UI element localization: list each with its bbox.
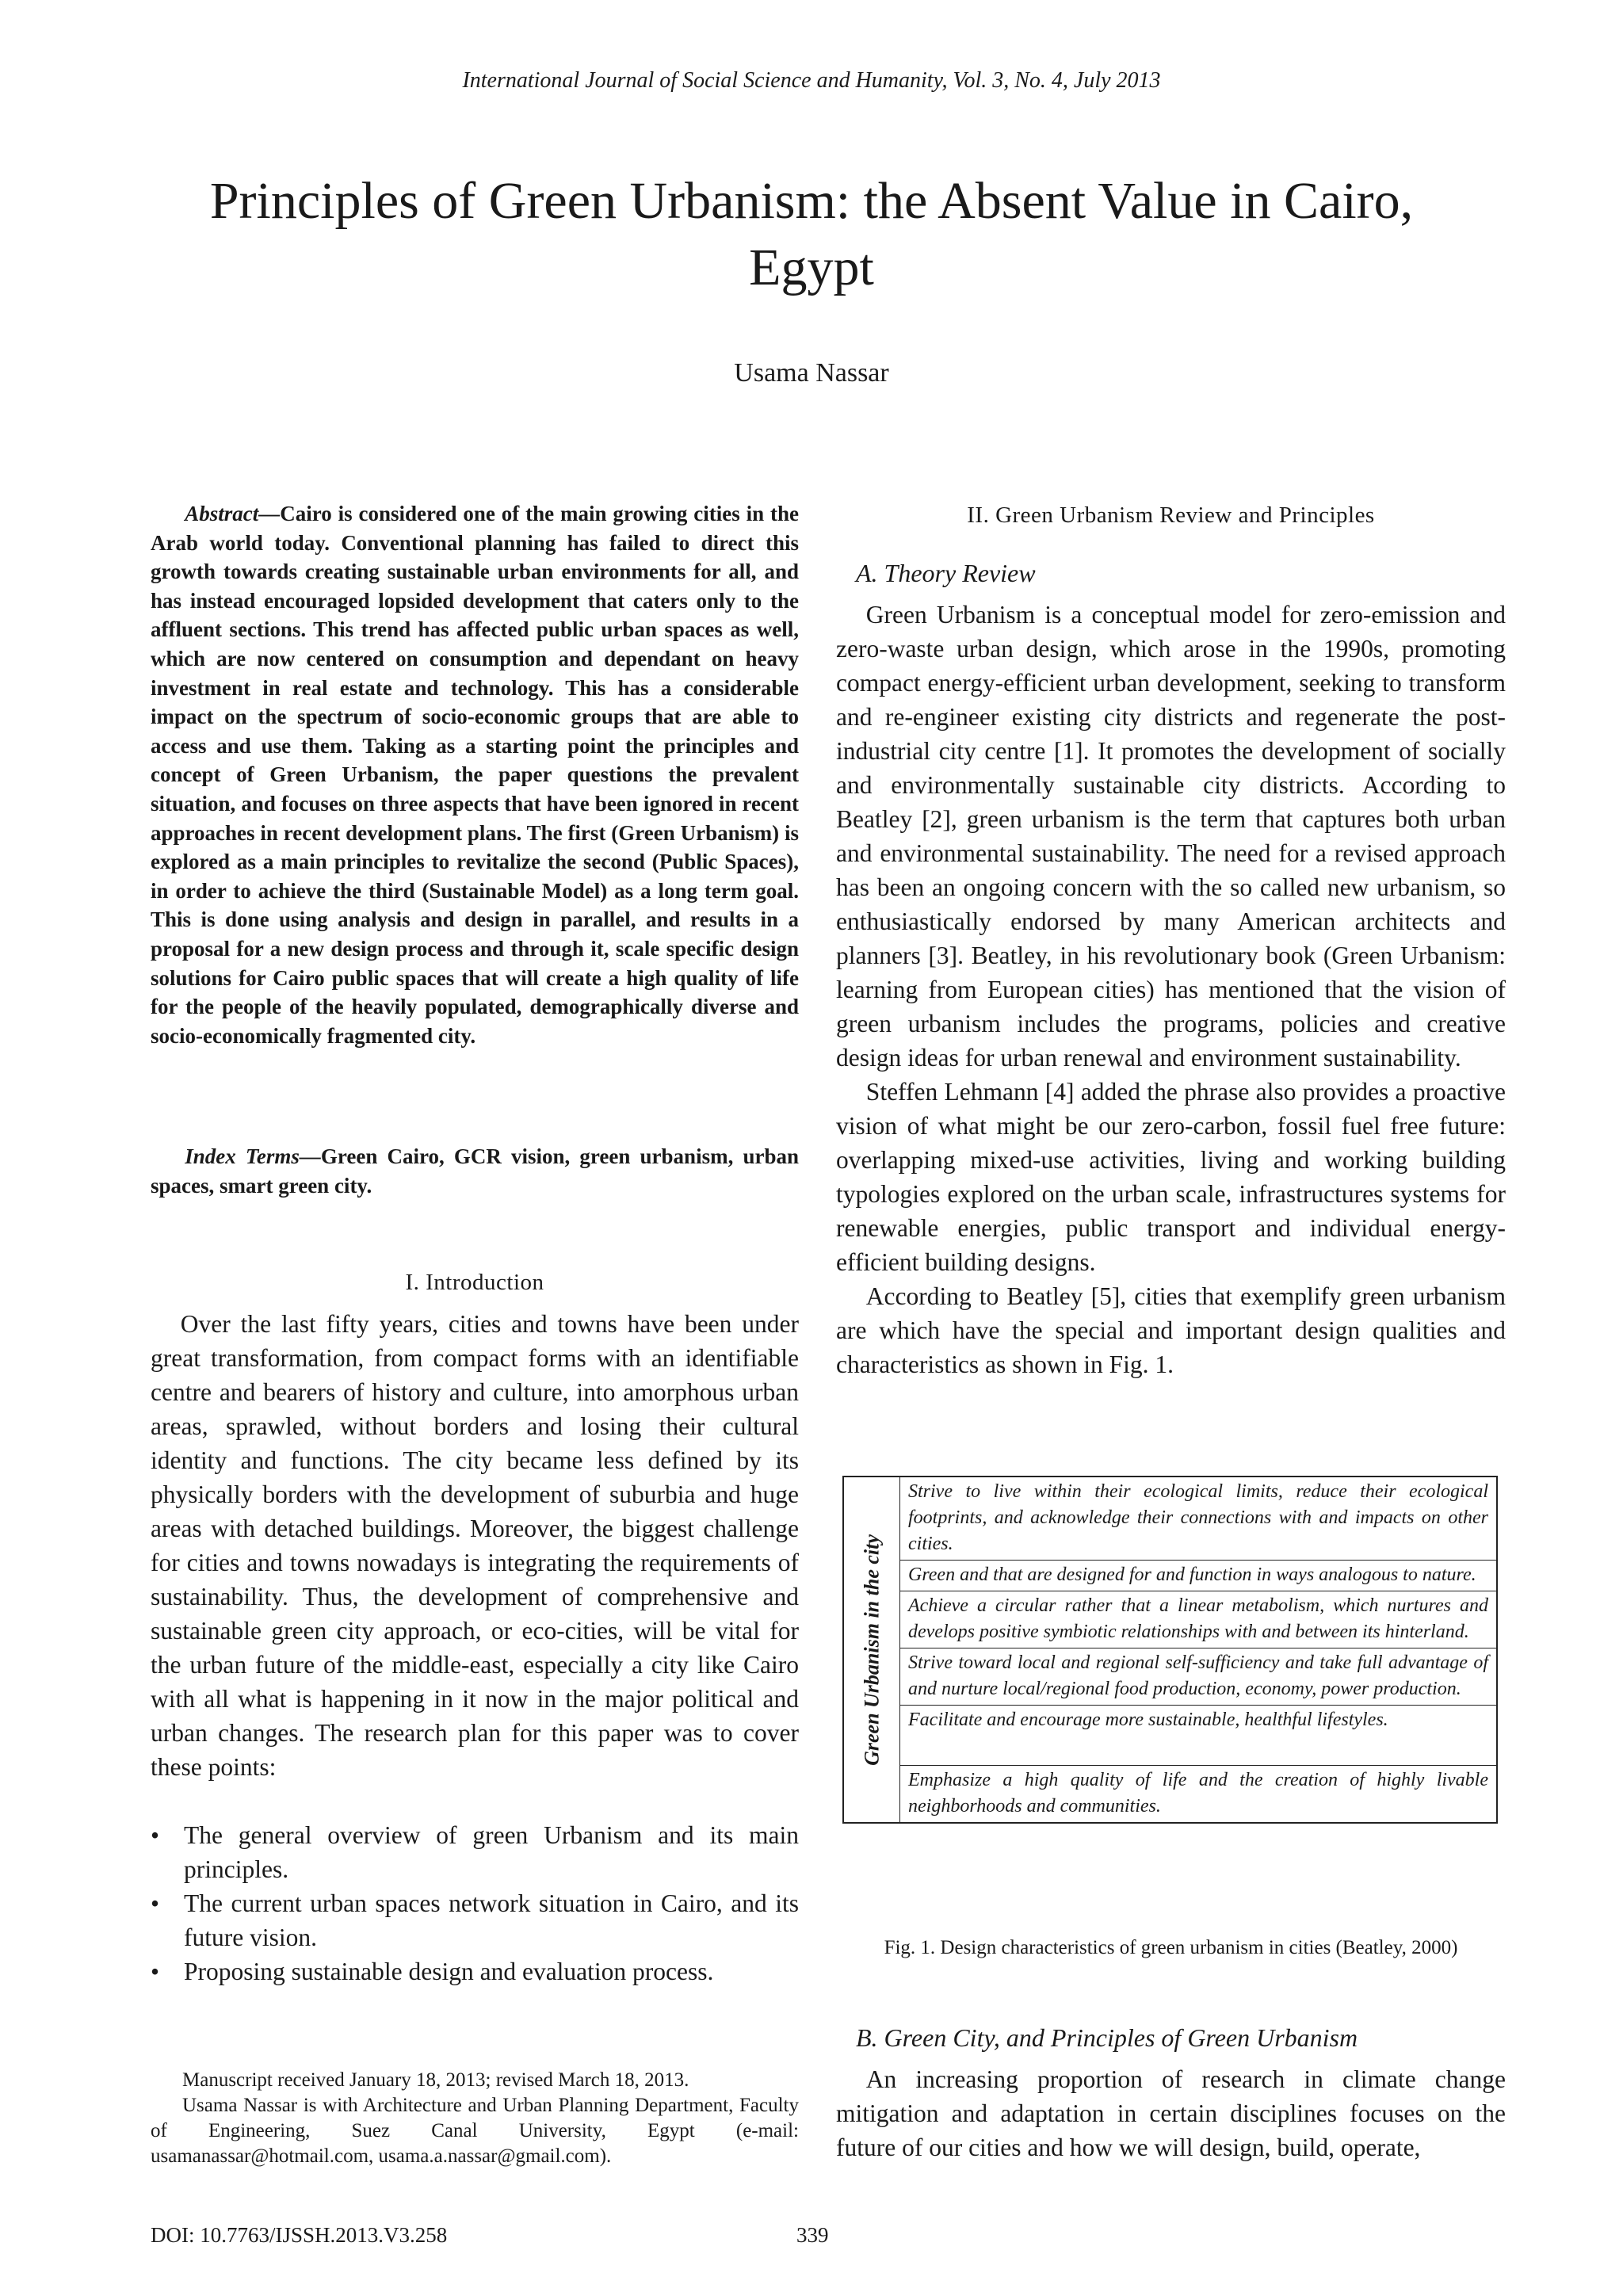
subsection-b-heading: B. Green City, and Principles of Green Urbanism	[856, 2023, 1358, 2052]
title-line-2: Egypt	[749, 239, 874, 296]
table-row: Strive toward local and regional self-sufficiency and take full advantage of and nurture local/regional food production, economy, power production.	[900, 1648, 1498, 1706]
abstract	[151, 499, 799, 1050]
footnote-manuscript: Manuscript received January 18, 2013; revised March 18, 2013.	[182, 2069, 689, 2091]
doi: DOI: 10.7763/IJSSH.2013.V3.258	[151, 2223, 448, 2247]
abstract-label: Abstract—	[185, 502, 281, 525]
table-row: Green and that are designed for and function in ways analogous to nature.	[900, 1561, 1498, 1591]
figure-1-table	[842, 1476, 1498, 1824]
title-line-1: Principles of Green Urbanism: the Absent Value in Cairo,	[209, 172, 1414, 230]
page-number: 339	[796, 2223, 829, 2247]
figure-caption: Fig. 1. Design characteristics of green urbanism in cities (Beatley, 2000)	[884, 1937, 1458, 1958]
intro-paragraph: Over the last fifty years, cities and towns have been under great transformation, from compact forms with an identifiable centre and bearers of history and culture, into amorphous urban areas, sprawled, without borders and losing their cultural identity and functions. The city became less defined by its physically borders with the development of suburbia and huge areas with detached buildings. Moreover, the biggest challenge for cities and towns nowadays is integrating the requirements of sustainability. Thus, the development of comprehensive and sustainable green city approach, or eco-cities, will be vital for the urban future of the middle-east, especially a city like Cairo with all what is happening in it now in the major political and urban changes. The research plan for this paper was to cover these points:	[151, 1310, 799, 1781]
paragraph: According to Beatley [5], cities that exemplify green urbanism are which have the special and important design qualities and characteristics as shown in Fig. 1.	[836, 1282, 1506, 1378]
abstract-text: Cairo is considered one of the main growing cities in the Arab world today. Conventional planning has failed to direct this growth towards creating sustainable urban environments for all, and has instead encouraged lopsided development that caters only to the affluent sections. This trend has affected public urban spaces as well, which are now centered on consumption and dependant on heavy investment in real estate and technology. This has a considerable impact on the spectrum of socio-economic groups that are able to access and use them. Taking as a starting point the principles and concept of Green Urbanism, the paper questions the prevalent situation, and focuses on three aspects that have been ignored in recent approaches in recent development plans. The first (Green Urbanism) is explored as a main principles to revitalize the second (Public Spaces), in order to achieve the third (Sustainable Model) as a long term goal. This is done using analysis and design in parallel, and results in a proposal for a new design process and through it, scale specific design solutions for Cairo public spaces that will create a high quality of life for the people of the heavily populated, demographically diverse and socio-economically fragmented city.	[151, 502, 799, 1048]
table-row: Strive to live within their ecological limits, reduce their ecological footprints, and acknowledge their connections with and impacts on other cities.	[900, 1477, 1498, 1561]
section-2-heading: II. Green Urbanism Review and Principles	[967, 502, 1375, 528]
index-terms-text: Green Cairo, GCR vision, green urbanism, urban spaces, smart green city.	[151, 1144, 799, 1198]
figure-side-label: Green Urbanism in the city	[860, 1534, 884, 1766]
footnote-affiliation: Usama Nassar is with Architecture and Urban Planning Department, Faculty of Engineering, Suez Canal University, Egypt (e-mail: usamanassar@hotmail.com, usama.a.nassar@gmail.com).	[151, 2095, 799, 2167]
paragraph: Green Urbanism is a conceptual model for zero-emission and zero-waste urban design, which arose in the 1990s, promoting compact energy-efficient urban development, seeking to transform and re-engineer existing city districts and regenerate the post-industrial city centre [1]. It promotes the development of socially and environmentally sustainable city districts. According to Beatley [2], green urbanism is the term that captures both urban and environmental sustainability. The need for a revised approach has been an ongoing concern with the so called new urbanism, so enthusiastically endorsed by many American architects and planners [3]. Beatley, in his revolutionary book (Green Urbanism: learning from European cities) has mentioned that the vision of green urbanism includes the programs, policies and creative design ideas for urban renewal and environment sustainability.	[836, 601, 1506, 1072]
subsection-a-heading: A. Theory Review	[856, 559, 1036, 587]
index-terms-label: Index Terms—	[185, 1144, 321, 1168]
list-item: • The general overview of green Urbanism and its main principles.	[151, 1818, 799, 1886]
section-2a-body	[836, 598, 1506, 1381]
table-row: Achieve a circular rather that a linear metabolism, which nurtures and develops positive symbiotic relationships with and between its hinterland.	[900, 1591, 1498, 1648]
section-1-heading: I. Introduction	[405, 1270, 544, 1295]
footnotes	[151, 2068, 799, 2169]
paragraph: Steffen Lehmann [4] added the phrase also provides a proactive vision of what might be our zero-carbon, fossil fuel free future: overlapping mixed-use activities, living and working building typologies explored on the urban scale, infrastructures systems for renewable energies, public transport and individual energy-efficient building designs.	[836, 1078, 1506, 1276]
table-row: Facilitate and encourage more sustainable, healthful lifestyles.	[900, 1706, 1498, 1766]
author-name: Usama Nassar	[734, 358, 889, 388]
research-points-list	[151, 1818, 799, 1988]
figure-side-cell	[843, 1477, 900, 1823]
list-item: • Proposing sustainable design and evaluation process.	[151, 1954, 799, 1988]
list-item: • The current urban spaces network situation in Cairo, and its future vision.	[151, 1886, 799, 1954]
table-row: Emphasize a high quality of life and the creation of highly livable neighborhoods and communities.	[900, 1766, 1498, 1824]
journal-header: International Journal of Social Science and Humanity, Vol. 3, No. 4, July 2013	[462, 68, 1161, 93]
paper-title	[158, 168, 1465, 301]
index-terms	[151, 1142, 799, 1201]
section-2b-paragraph: An increasing proportion of research in climate change mitigation and adaptation in certain disciplines focuses on the future of our cities and how we will design, build, operate,	[836, 2065, 1506, 2161]
